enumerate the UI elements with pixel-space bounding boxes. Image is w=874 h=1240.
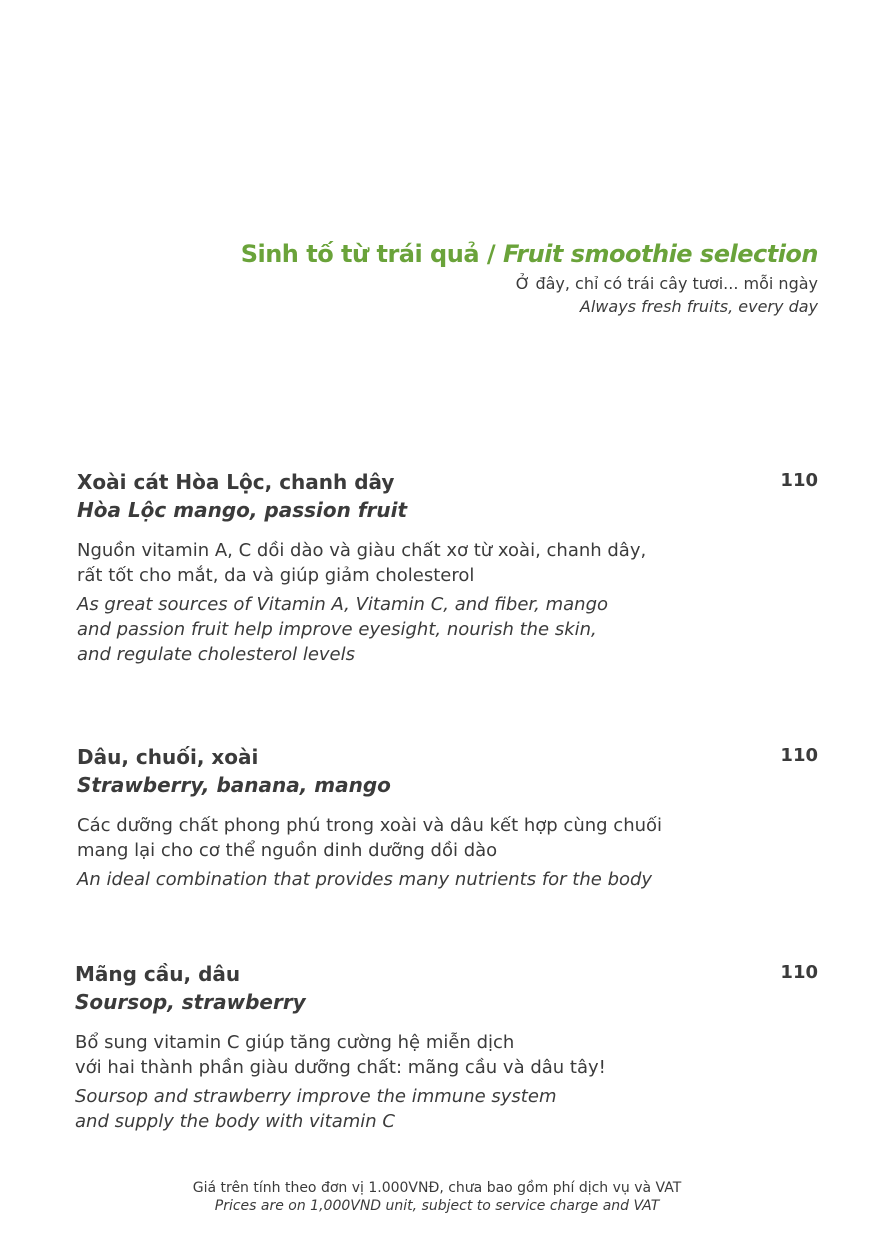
price-note-vi: Giá trên tính theo đơn vị 1.000VNĐ, chưa bao gồm phí dịch vụ và VAT (192, 1180, 682, 1196)
item-description-en (77, 592, 822, 667)
menu-item-mango-passion (77, 468, 822, 667)
item-description-vi (77, 538, 822, 588)
description-line: Các dưỡng chất phong phú trong xoài và dâu kết hợp cùng chuối (77, 815, 663, 836)
subtitle-en: Always fresh fruits, every day (579, 297, 818, 316)
description-line: Soursop and strawberry improve the immune system (75, 1086, 557, 1107)
title-vi: Sinh tố từ trái quả / (240, 240, 496, 268)
description-line: and supply the body with vitamin C (75, 1111, 395, 1132)
subtitle-vi: Ở đây, chỉ có trái cây tươi... mỗi ngày (515, 274, 818, 293)
item-description-en (75, 1084, 820, 1134)
menu-item-soursop-strawberry (75, 960, 820, 1134)
item-name-en: Soursop, strawberry (75, 990, 306, 1014)
description-line: mang lại cho cơ thể nguồn dinh dưỡng dồi dào (77, 840, 498, 861)
description-line: Bổ sung vitamin C giúp tăng cường hệ miễn dịch (75, 1032, 515, 1053)
item-description-en (77, 867, 822, 892)
item-price: 110 (780, 470, 818, 491)
description-line: An ideal combination that provides many nutrients for the body (77, 869, 653, 890)
item-name-vi: Dâu, chuối, xoài (77, 745, 259, 769)
item-name-vi: Mãng cầu, dâu (75, 962, 241, 986)
description-line: rất tốt cho mắt, da và giúp giảm cholesterol (77, 565, 475, 586)
description-line: and regulate cholesterol levels (77, 644, 355, 665)
page-title (241, 240, 818, 268)
title-en: Fruit smoothie selection (503, 240, 818, 268)
price-note-en: Prices are on 1,000VND unit, subject to service charge and VAT (214, 1198, 660, 1214)
item-description-vi (75, 1030, 820, 1080)
item-description-vi (77, 813, 822, 863)
description-line: and passion fruit help improve eyesight, nourish the skin, (77, 619, 597, 640)
item-name-en: Hòa Lộc mango, passion fruit (77, 498, 408, 522)
item-price: 110 (780, 962, 818, 983)
item-price: 110 (780, 745, 818, 766)
description-line: Nguồn vitamin A, C dồi dào và giàu chất xơ từ xoài, chanh dây, (77, 540, 647, 561)
price-note (0, 1180, 874, 1214)
item-name-vi: Xoài cát Hòa Lộc, chanh dây (77, 470, 395, 494)
description-line: As great sources of Vitamin A, Vitamin C, and fiber, mango (77, 594, 609, 615)
item-name-en: Strawberry, banana, mango (77, 773, 391, 797)
description-line: với hai thành phần giàu dưỡng chất: mãng cầu và dâu tây! (75, 1057, 606, 1078)
menu-header (241, 240, 818, 316)
menu-item-strawberry-banana-mango (77, 743, 822, 892)
